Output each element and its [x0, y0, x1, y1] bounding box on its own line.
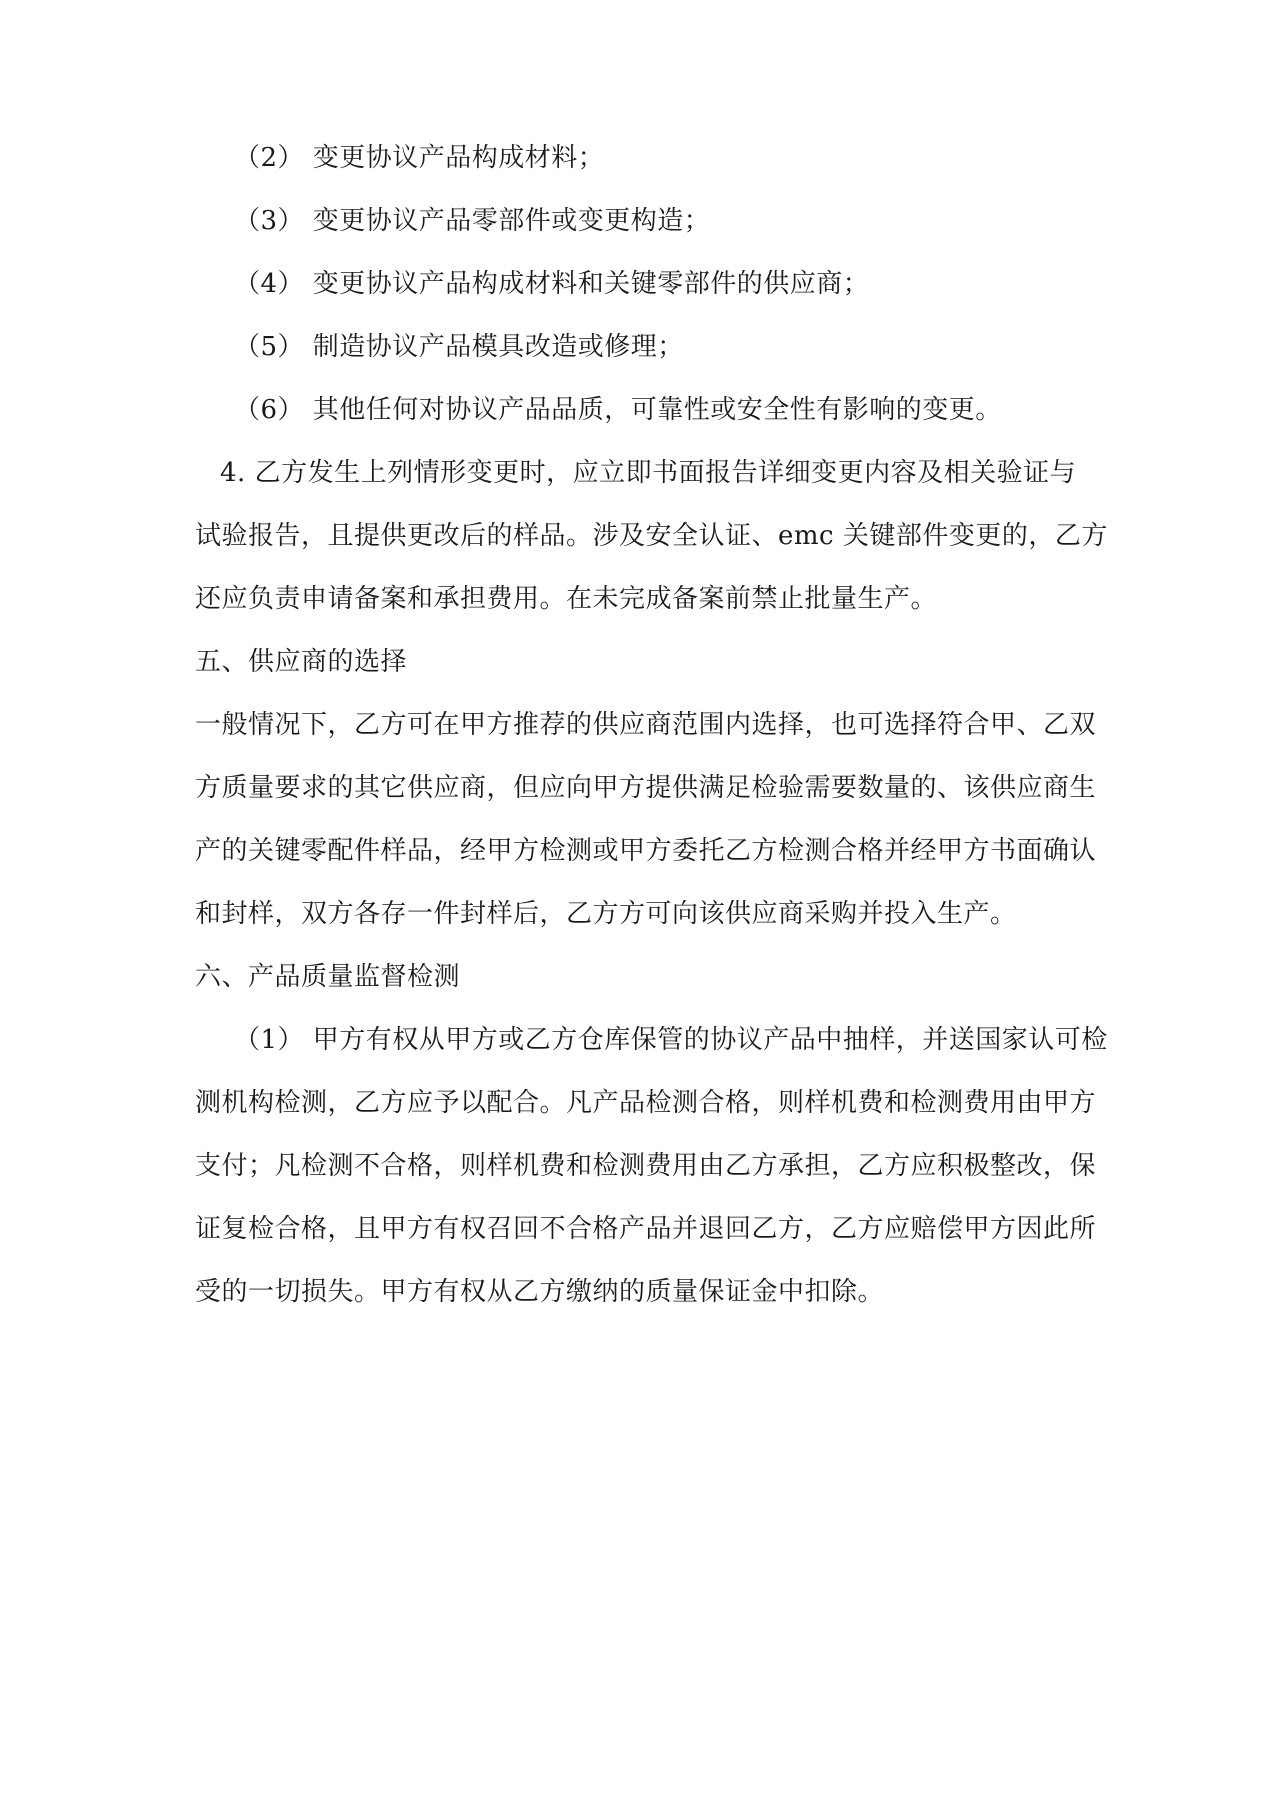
inspection-paragraph-line-3: 支付；凡检测不合格，则样机费和检测费用由乙方承担，乙方应积极整改，保 — [195, 1151, 1097, 1181]
supplier-paragraph-line-3: 产的关键零配件样品，经甲方检测或甲方委托乙方检测合格并经甲方书面确认 — [195, 836, 1097, 866]
list-item-4: （4） 变更协议产品构成材料和关键零部件的供应商； — [234, 269, 870, 299]
inspection-paragraph-line-1: （1） 甲方有权从甲方或乙方仓库保管的协议产品中抽样，并送国家认可检 — [234, 1025, 1108, 1055]
paragraph-4-line-1: 4. 乙方发生上列情形变更时，应立即书面报告详细变更内容及相关验证与 — [220, 458, 1077, 488]
supplier-paragraph-line-2: 方质量要求的其它供应商，但应向甲方提供满足检验需要数量的、该供应商生 — [195, 773, 1097, 803]
supplier-paragraph-line-1: 一般情况下，乙方可在甲方推荐的供应商范围内选择，也可选择符合甲、乙双 — [195, 710, 1097, 740]
inspection-paragraph-line-4: 证复检合格，且甲方有权召回不合格产品并退回乙方，乙方应赔偿甲方因此所 — [195, 1214, 1097, 1244]
section-heading-quality-inspection: 六、产品质量监督检测 — [195, 962, 461, 992]
section-heading-supplier-selection: 五、供应商的选择 — [195, 647, 408, 677]
inspection-paragraph-line-2: 测机构检测，乙方应予以配合。凡产品检测合格，则样机费和检测费用由甲方 — [195, 1088, 1097, 1118]
list-item-3: （3） 变更协议产品零部件或变更构造； — [234, 206, 711, 236]
list-item-6: （6） 其他任何对协议产品品质，可靠性或安全性有影响的变更。 — [234, 395, 1002, 425]
paragraph-4-line-2: 试验报告，且提供更改后的样品。涉及安全认证、emc 关键部件变更的，乙方 — [195, 521, 1108, 551]
list-item-2: （2） 变更协议产品构成材料； — [234, 143, 605, 173]
inspection-paragraph-line-5: 受的一切损失。甲方有权从乙方缴纳的质量保证金中扣除。 — [195, 1277, 885, 1307]
list-item-5: （5） 制造协议产品模具改造或修理； — [234, 332, 684, 362]
paragraph-4-line-3: 还应负责申请备案和承担费用。在未完成备案前禁止批量生产。 — [195, 584, 938, 614]
supplier-paragraph-line-4: 和封样，双方各存一件封样后，乙方方可向该供应商采购并投入生产。 — [195, 899, 1017, 929]
